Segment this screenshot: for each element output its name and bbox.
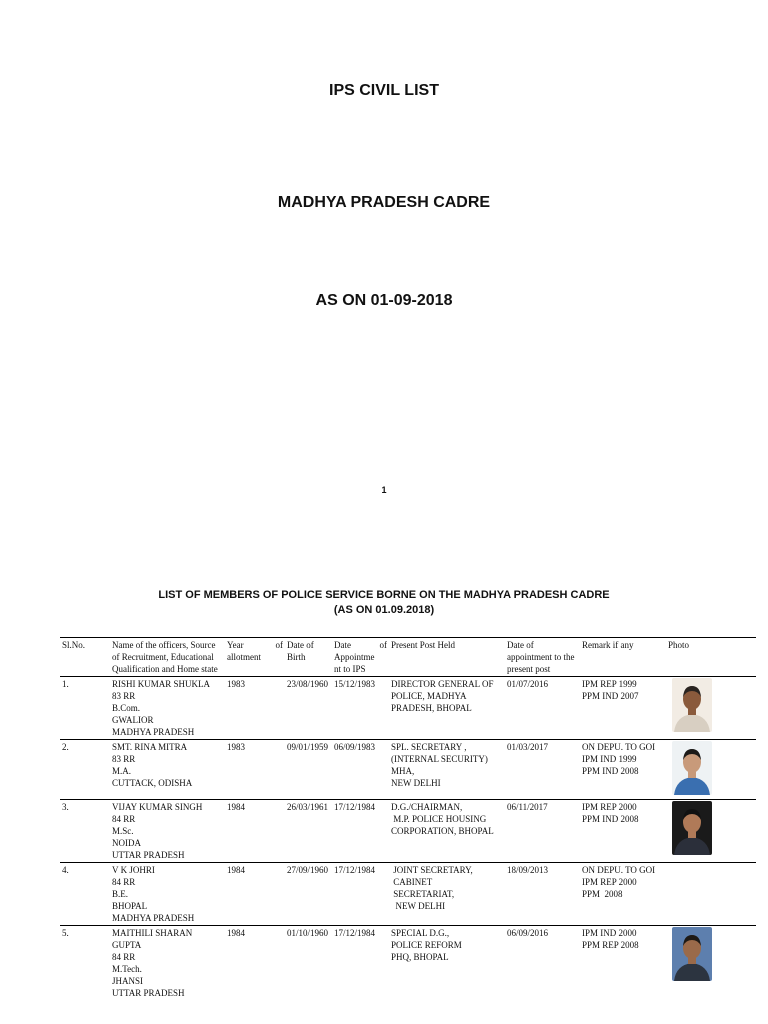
photo-cell	[666, 863, 756, 926]
present-post-line: M.P. POLICE HOUSING	[391, 814, 487, 824]
list-heading-title: LIST OF MEMBERS OF POLICE SERVICE BORNE ON THE MADHYA PRADESH CADRE	[158, 589, 610, 601]
remark-line: IPM REP 1999	[582, 679, 637, 689]
date-of-appointment-cell: 17/12/1984	[334, 802, 376, 812]
officer-detail-line: 83 RR	[112, 754, 136, 764]
header-date-of-appointment	[332, 638, 389, 677]
header-year-allotment-word: allotment	[227, 652, 261, 662]
date-of-appointment-cell: 17/12/1984	[334, 865, 376, 875]
table-row	[60, 740, 756, 800]
present-post-cell	[389, 800, 505, 863]
date-of-appointment-cell: 06/09/1983	[334, 742, 376, 752]
list-heading	[0, 588, 768, 618]
table-header-row	[60, 638, 756, 677]
remark-cell	[580, 677, 666, 740]
date-of-birth-cell: 09/01/1959	[287, 742, 329, 752]
officer-detail-line: BHOPAL	[112, 901, 148, 911]
year-of-allotment-cell: 1983	[227, 742, 245, 752]
list-heading-date: (AS ON 01.09.2018)	[333, 604, 435, 616]
remark-line: PPM IND 2007	[582, 691, 639, 701]
as-on-date: AS ON 01-09-2018	[315, 292, 453, 309]
present-post-line: NEW DELHI	[391, 901, 446, 911]
officer-detail-line: RISHI KUMAR SHUKLA	[112, 679, 211, 689]
officer-name-cell	[110, 800, 225, 863]
year-of-allotment-cell: 1984	[227, 928, 245, 938]
officer-detail-line: JHANSI	[112, 976, 144, 986]
remark-cell	[580, 800, 666, 863]
remark-cell	[580, 863, 666, 926]
date-of-appointment-cell: 17/12/1984	[334, 928, 376, 938]
header-year-word: Year	[227, 640, 244, 650]
officer-photo	[672, 801, 712, 855]
officer-detail-line: GUPTA	[112, 940, 142, 950]
officer-detail-line: VIJAY KUMAR SINGH	[112, 802, 203, 812]
present-post-line: JOINT SECRETARY,	[391, 865, 473, 875]
officer-name-cell	[110, 740, 225, 800]
table-row	[60, 677, 756, 740]
present-post-line: CORPORATION, BHOPAL	[391, 826, 494, 836]
remark-line: PPM IND 2008	[582, 766, 639, 776]
photo-cell	[666, 800, 756, 863]
present-post-line: SPL. SECRETARY ,	[391, 742, 467, 752]
header-date-of-present-appointment: Date of appointment to the present post	[507, 640, 575, 674]
photo-cell	[666, 926, 756, 1001]
present-post-line: POLICE, MADHYA	[391, 691, 467, 701]
officer-name-cell	[110, 926, 225, 1001]
officer-detail-line: MADHYA PRADESH	[112, 727, 195, 737]
officer-detail-line: V K JOHRI	[112, 865, 155, 875]
remark-line: PPM REP 2008	[582, 940, 639, 950]
present-post-line: CABINET	[391, 877, 433, 887]
remark-line: IPM IND 1999	[582, 754, 637, 764]
header-year-of-word: of	[275, 640, 283, 650]
photo-cell	[666, 740, 756, 800]
photo-cell	[666, 677, 756, 740]
date-of-appointment-cell: 15/12/1983	[334, 679, 376, 689]
header-year-of-allotment	[225, 638, 285, 677]
present-post-cell	[389, 863, 505, 926]
remark-line: PPM 2008	[582, 889, 623, 899]
present-post-line: D.G./CHAIRMAN,	[391, 802, 463, 812]
header-photo: Photo	[668, 640, 690, 650]
date-of-birth-cell: 27/09/1960	[287, 865, 329, 875]
officer-detail-line: MAITHILI SHARAN	[112, 928, 193, 938]
date-of-birth-cell: 01/10/1960	[287, 928, 329, 938]
present-post-line: PRADESH, BHOPAL	[391, 703, 472, 713]
present-post-date-cell: 18/09/2013	[507, 865, 549, 875]
officer-detail-line: M.Sc.	[112, 826, 134, 836]
present-post-cell	[389, 926, 505, 1001]
table-row	[60, 926, 756, 1001]
officer-detail-line: 83 RR	[112, 691, 136, 701]
present-post-date-cell: 06/09/2016	[507, 928, 549, 938]
sl-no-cell: 2.	[62, 742, 69, 752]
officer-detail-line: B.E.	[112, 889, 129, 899]
present-post-line: NEW DELHI	[391, 778, 441, 788]
present-post-date-cell: 01/03/2017	[507, 742, 549, 752]
officer-detail-line: 84 RR	[112, 814, 136, 824]
sl-no-cell: 4.	[62, 865, 69, 875]
remark-line: IPM REP 2000	[582, 877, 637, 887]
officer-detail-line: 84 RR	[112, 952, 136, 962]
sl-no-cell: 1.	[62, 679, 69, 689]
officer-detail-line: SMT. RINA MITRA	[112, 742, 188, 752]
present-post-line: PHQ, BHOPAL	[391, 952, 449, 962]
officer-detail-line: 84 RR	[112, 877, 136, 887]
present-post-cell	[389, 677, 505, 740]
header-present-post: Present Post Held	[391, 640, 455, 650]
header-doa-line4: nt to IPS	[334, 664, 366, 674]
officer-detail-line: GWALIOR	[112, 715, 154, 725]
date-of-birth-cell: 23/08/1960	[287, 679, 329, 689]
header-remark: Remark if any	[582, 640, 634, 650]
header-name: Name of the officers, Source of Recruitment, Educational Qualification and Home state	[112, 640, 218, 674]
present-post-line: POLICE REFORM	[391, 940, 462, 950]
header-doa-of-word: of	[379, 640, 387, 650]
present-post-line: DIRECTOR GENERAL OF	[391, 679, 494, 689]
remark-line: ON DEPU. TO GOI	[582, 865, 656, 875]
officer-detail-line: UTTAR PRADESH	[112, 988, 185, 998]
page-number: 1	[381, 485, 387, 495]
officer-detail-line: M.Tech.	[112, 964, 142, 974]
year-of-allotment-cell: 1984	[227, 865, 245, 875]
sl-no-cell: 5.	[62, 928, 69, 938]
present-post-line: (INTERNAL SECURITY)	[391, 754, 488, 764]
remark-cell	[580, 740, 666, 800]
officer-detail-line: CUTTACK, ODISHA	[112, 778, 193, 788]
officer-detail-line: B.Com.	[112, 703, 141, 713]
remark-cell	[580, 926, 666, 1001]
table-row	[60, 863, 756, 926]
remark-line: IPM REP 2000	[582, 802, 637, 812]
remark-line: ON DEPU. TO GOI	[582, 742, 656, 752]
remark-line: PPM IND 2008	[582, 814, 639, 824]
present-post-date-cell: 01/07/2016	[507, 679, 549, 689]
header-doa-word: Date	[334, 640, 351, 650]
sl-no-cell: 3.	[62, 802, 69, 812]
year-of-allotment-cell: 1983	[227, 679, 245, 689]
officer-detail-line: NOIDA	[112, 838, 141, 848]
present-post-line: MHA,	[391, 766, 415, 776]
header-date-of-birth: Date of Birth	[287, 640, 314, 662]
header-sl-no: Sl.No.	[62, 640, 86, 650]
present-post-line: SPECIAL D.G.,	[391, 928, 450, 938]
year-of-allotment-cell: 1984	[227, 802, 245, 812]
officer-detail-line: UTTAR PRADESH	[112, 850, 185, 860]
header-doa-line3: Appointme	[334, 652, 375, 662]
officers-table	[60, 637, 756, 1000]
remark-line: IPM IND 2000	[582, 928, 637, 938]
officer-photo	[672, 741, 712, 795]
officer-photo	[672, 678, 712, 732]
document-title: IPS CIVIL LIST	[329, 82, 439, 99]
officer-name-cell	[110, 677, 225, 740]
officer-name-cell	[110, 863, 225, 926]
present-post-line: SECRETARIAT,	[391, 889, 455, 899]
officer-detail-line: M.A.	[112, 766, 132, 776]
cadre-title: MADHYA PRADESH CADRE	[277, 194, 491, 211]
officer-detail-line: MADHYA PRADESH	[112, 913, 195, 923]
present-post-date-cell: 06/11/2017	[507, 802, 548, 812]
present-post-cell	[389, 740, 505, 800]
date-of-birth-cell: 26/03/1961	[287, 802, 329, 812]
table-row	[60, 800, 756, 863]
officer-photo	[672, 927, 712, 981]
